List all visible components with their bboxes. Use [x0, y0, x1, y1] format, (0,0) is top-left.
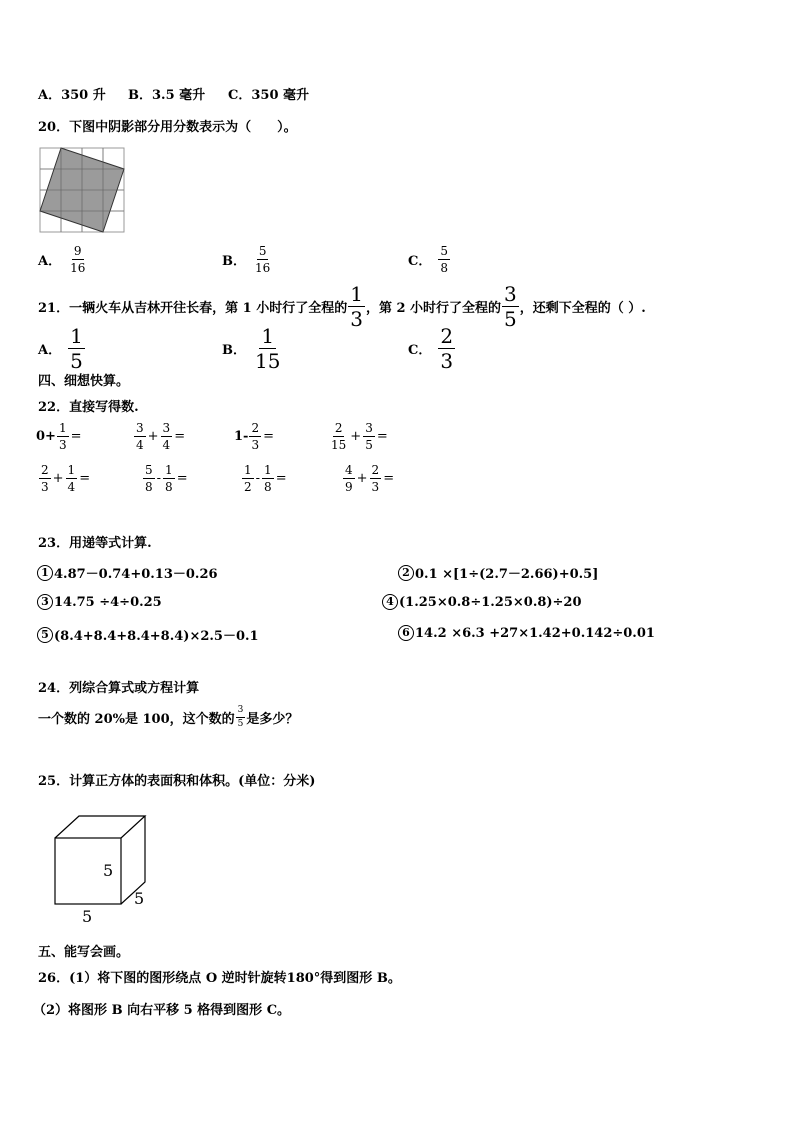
fraction: [370, 464, 382, 493]
numerator: 1: [350, 282, 363, 306]
q21-option-c: [408, 326, 456, 371]
q22-expr: [342, 464, 395, 493]
numerator: 2: [371, 463, 380, 477]
denominator: 3: [371, 480, 380, 494]
calc-expression: (8.4+8.4+8.4+8.4)×2.5－0.1: [54, 629, 259, 644]
numerator: 1: [165, 463, 173, 477]
numerator: 5: [440, 244, 448, 258]
q23-item: [37, 625, 259, 644]
equals-sign: =: [275, 471, 287, 486]
fraction: [262, 464, 274, 493]
option-label: A．: [38, 254, 62, 269]
q23-item: [398, 563, 598, 582]
q20-option-c: [408, 245, 451, 274]
circled-number: 2: [398, 565, 414, 581]
q20-stem: 20．下图中阴影部分用分数表示为（ ）。: [38, 120, 297, 135]
q26-part-2: （2）将图形 B 向右平移 5 格得到图形 C。: [33, 1003, 291, 1018]
option-label: C．: [408, 343, 432, 358]
numerator: 3: [365, 421, 373, 435]
numerator: 3: [504, 282, 517, 306]
fraction: [66, 464, 78, 493]
denominator: 16: [255, 261, 271, 275]
fraction: [68, 245, 87, 274]
cube-figure: [40, 810, 170, 926]
cube-width-label: 5: [82, 907, 93, 926]
expr-prefix: 0+: [36, 429, 56, 444]
q22-expr: [38, 464, 91, 493]
equals-sign: =: [70, 429, 82, 444]
equals-sign: =: [383, 471, 395, 486]
fraction: [502, 284, 519, 329]
equals-sign: =: [263, 429, 274, 444]
q23-item: [398, 625, 655, 641]
q24-body-part-a: 一个数的 20%是 100，这个数的: [38, 712, 235, 727]
denominator: 5: [70, 349, 83, 373]
fraction: [163, 464, 175, 493]
denominator: 9: [345, 480, 353, 494]
fraction: [363, 422, 375, 451]
option-label: A．: [38, 343, 62, 358]
numerator: 1: [264, 463, 272, 477]
numerator: 1: [58, 421, 67, 435]
denominator: 4: [136, 438, 144, 452]
denominator: 8: [165, 480, 173, 494]
fraction: [39, 464, 51, 493]
option-label: C．: [228, 88, 252, 103]
equals-sign: =: [174, 429, 186, 444]
q20-option-b: [222, 245, 273, 274]
q22-expr: [36, 422, 83, 451]
cube-depth-label: 5: [134, 889, 145, 908]
cube-top-face: [55, 816, 145, 838]
fraction: [134, 422, 146, 451]
numerator: 3: [162, 421, 171, 435]
denominator: 4: [162, 438, 171, 452]
equals-sign: =: [176, 471, 188, 486]
option-text: 350 升: [61, 88, 106, 103]
denominator: 3: [350, 307, 363, 331]
q24-body-part-b: 是多少？: [246, 712, 299, 727]
q20-grid-figure: [39, 147, 127, 235]
denominator: 8: [264, 480, 272, 494]
numerator: 2: [440, 324, 454, 348]
operator: +: [52, 471, 64, 486]
fraction: [68, 326, 85, 371]
operator: +: [147, 429, 159, 444]
fraction: [348, 284, 365, 329]
q21-stem-part-a: 21．一辆火车从吉林开往长春，第 1 小时行了全程的: [38, 301, 348, 316]
fraction: [253, 326, 282, 371]
circled-number: 6: [398, 625, 414, 641]
numerator: 1: [261, 324, 275, 348]
q22-expr: [234, 422, 275, 451]
numerator: 5: [258, 244, 267, 258]
numerator: 2: [334, 421, 343, 435]
operator: +: [350, 429, 362, 444]
fraction: [329, 422, 348, 451]
circled-number: 4: [382, 594, 398, 610]
fraction: [57, 422, 69, 451]
equals-sign: =: [79, 471, 91, 486]
option-label: C．: [408, 254, 432, 269]
denominator: 8: [440, 261, 448, 275]
q23-item: [382, 594, 582, 610]
circled-number: 5: [37, 627, 53, 643]
denominator: 16: [70, 261, 86, 275]
fraction: [236, 706, 246, 729]
option-text: 350 毫升: [251, 88, 310, 103]
option-text: 3.5 毫升: [152, 88, 206, 103]
option-label: B．: [222, 343, 246, 358]
fraction: [438, 245, 450, 274]
equals-sign: =: [376, 429, 388, 444]
numerator: 5: [145, 463, 153, 477]
fraction: [242, 464, 254, 493]
numerator: 3: [236, 706, 246, 718]
calc-expression: 14.75 ÷4÷0.25: [54, 594, 162, 610]
numerator: 1: [67, 463, 76, 477]
fraction: [343, 464, 355, 493]
section-4-heading: 四、细想快算。: [38, 374, 130, 389]
denominator: 15: [255, 349, 281, 373]
operator: +: [356, 471, 368, 486]
option-label: B．: [222, 254, 246, 269]
calc-expression: (1.25×0.8÷1.25×0.8)÷20: [399, 594, 582, 610]
denominator: 3: [41, 480, 49, 494]
denominator: 2: [244, 480, 252, 494]
denominator: 4: [67, 480, 76, 494]
operator: -: [156, 471, 162, 486]
fraction: [161, 422, 173, 451]
expr-prefix: 1-: [234, 429, 249, 444]
calc-expression: 14.2 ×6.3 +27×1.42+0.142÷0.01: [415, 625, 655, 641]
fraction: [143, 464, 155, 493]
calc-expression: 4.87－0.74+0.13－0.26: [54, 567, 218, 582]
operator: -: [255, 471, 261, 486]
q19-option-a: [38, 84, 106, 103]
q22-expr: [142, 464, 189, 493]
q23-item: [37, 563, 218, 582]
calc-expression: 0.1 ×[1÷(2.7－2.66)+0.5]: [415, 567, 599, 582]
circled-number: 1: [37, 565, 53, 581]
numerator: 1: [70, 324, 83, 348]
denominator: 15: [331, 438, 347, 452]
fraction: [249, 422, 261, 451]
denominator: 8: [145, 480, 153, 494]
q21-stem: [38, 284, 646, 329]
circled-number: 3: [37, 594, 53, 610]
numerator: 2: [251, 421, 260, 435]
q19-option-c: [228, 84, 309, 103]
denominator: 3: [251, 438, 260, 452]
q22-expr: [241, 464, 288, 493]
q21-option-a: [38, 326, 86, 371]
q22-expr: [133, 422, 186, 451]
q22-stem: 22．直接写得数.: [38, 400, 139, 415]
q23-item: [37, 594, 162, 610]
q25-stem: 25．计算正方体的表面积和体积。(单位：分米): [38, 774, 316, 789]
numerator: 4: [345, 463, 353, 477]
numerator: 9: [73, 244, 82, 258]
numerator: 1: [244, 463, 252, 477]
q21-stem-part-c: ，还剩下全程的（ ）.: [519, 301, 646, 316]
q24-stem: 24．列综合算式或方程计算: [38, 681, 200, 696]
q21-option-b: [222, 326, 283, 371]
q21-stem-part-b: ，第 2 小时行了全程的: [365, 301, 502, 316]
fraction: [438, 326, 455, 371]
q26-part-1: 26．(1）将下图的图形绕点 O 逆时针旋转180°得到图形 B。: [38, 971, 401, 986]
numerator: 3: [136, 421, 144, 435]
numerator: 2: [41, 463, 49, 477]
cube-height-label: 5: [103, 861, 114, 880]
option-label: A．: [38, 88, 62, 103]
q23-stem: 23．用递等式计算.: [38, 536, 152, 551]
denominator: 5: [504, 307, 517, 331]
q22-expr: [328, 422, 389, 451]
q20-option-a: [38, 245, 88, 274]
section-5-heading: 五、能写会画。: [38, 945, 130, 960]
fraction: [253, 245, 272, 274]
denominator: 3: [58, 438, 67, 452]
denominator: 5: [365, 438, 373, 452]
denominator: 3: [440, 349, 454, 373]
q19-option-b: [128, 84, 205, 103]
q24-body: [38, 706, 298, 729]
option-label: B．: [128, 88, 152, 103]
denominator: 5: [237, 719, 244, 729]
